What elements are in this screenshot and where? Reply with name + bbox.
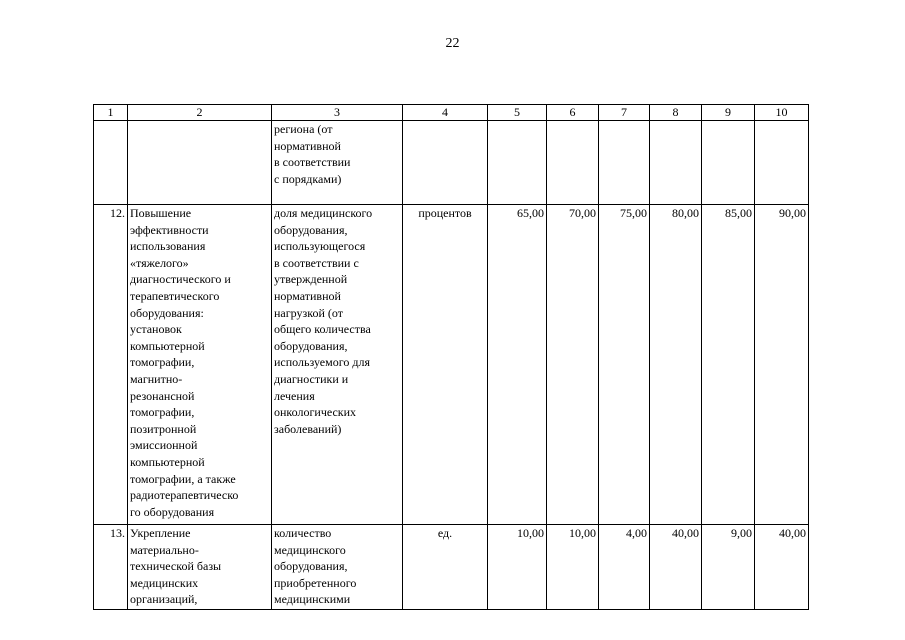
header-cell: 3 [272,105,403,121]
value-cell [755,121,809,205]
measure-name [128,121,272,205]
value-cell: 40,00 [755,525,809,610]
indicator-name: доля медицинского оборудования, использующегося в соответствии с утвержденной нормативной нагрузкой (от общего количества оборудования, используемого для диагностики и лечения онкологических заболеваний) [272,205,403,525]
header-cell: 9 [702,105,755,121]
header-cell: 2 [128,105,272,121]
header-cell: 1 [94,105,128,121]
row-number [94,121,128,205]
header-cell: 8 [650,105,702,121]
unit [403,121,488,205]
measure-name: Повышение эффективности использования «тяжелого» диагностического и терапевтического оборудования: установок компьютерной томографии, магнитно- резонансной томографии, позитронной эмиссионной компьютерной томографии, а также радиотерапевтическо го оборудования [128,205,272,525]
header-cell: 4 [403,105,488,121]
value-cell: 10,00 [547,525,599,610]
value-cell: 9,00 [702,525,755,610]
header-cell: 6 [547,105,599,121]
value-cell [650,121,702,205]
header-cell: 7 [599,105,650,121]
table-row [94,205,809,525]
unit: ед. [403,525,488,610]
header-cell: 5 [488,105,547,121]
data-table [93,104,809,610]
indicator-name: региона (от нормативной в соответствии с порядками) [272,121,403,205]
value-cell [488,121,547,205]
value-cell: 40,00 [650,525,702,610]
row-number: 13. [94,525,128,610]
table-row [94,121,809,205]
value-cell [702,121,755,205]
unit: процентов [403,205,488,525]
value-cell: 70,00 [547,205,599,525]
value-cell: 4,00 [599,525,650,610]
header-cell: 10 [755,105,809,121]
value-cell: 10,00 [488,525,547,610]
value-cell [547,121,599,205]
header-row [94,105,809,121]
value-cell [599,121,650,205]
indicator-name: количество медицинского оборудования, приобретенного медицинскими [272,525,403,610]
measure-name: Укрепление материально- технической базы медицинских организаций, [128,525,272,610]
value-cell: 80,00 [650,205,702,525]
row-number: 12. [94,205,128,525]
table-row [94,525,809,610]
value-cell: 75,00 [599,205,650,525]
page-number: 22 [445,36,460,51]
value-cell: 85,00 [702,205,755,525]
value-cell: 65,00 [488,205,547,525]
value-cell: 90,00 [755,205,809,525]
